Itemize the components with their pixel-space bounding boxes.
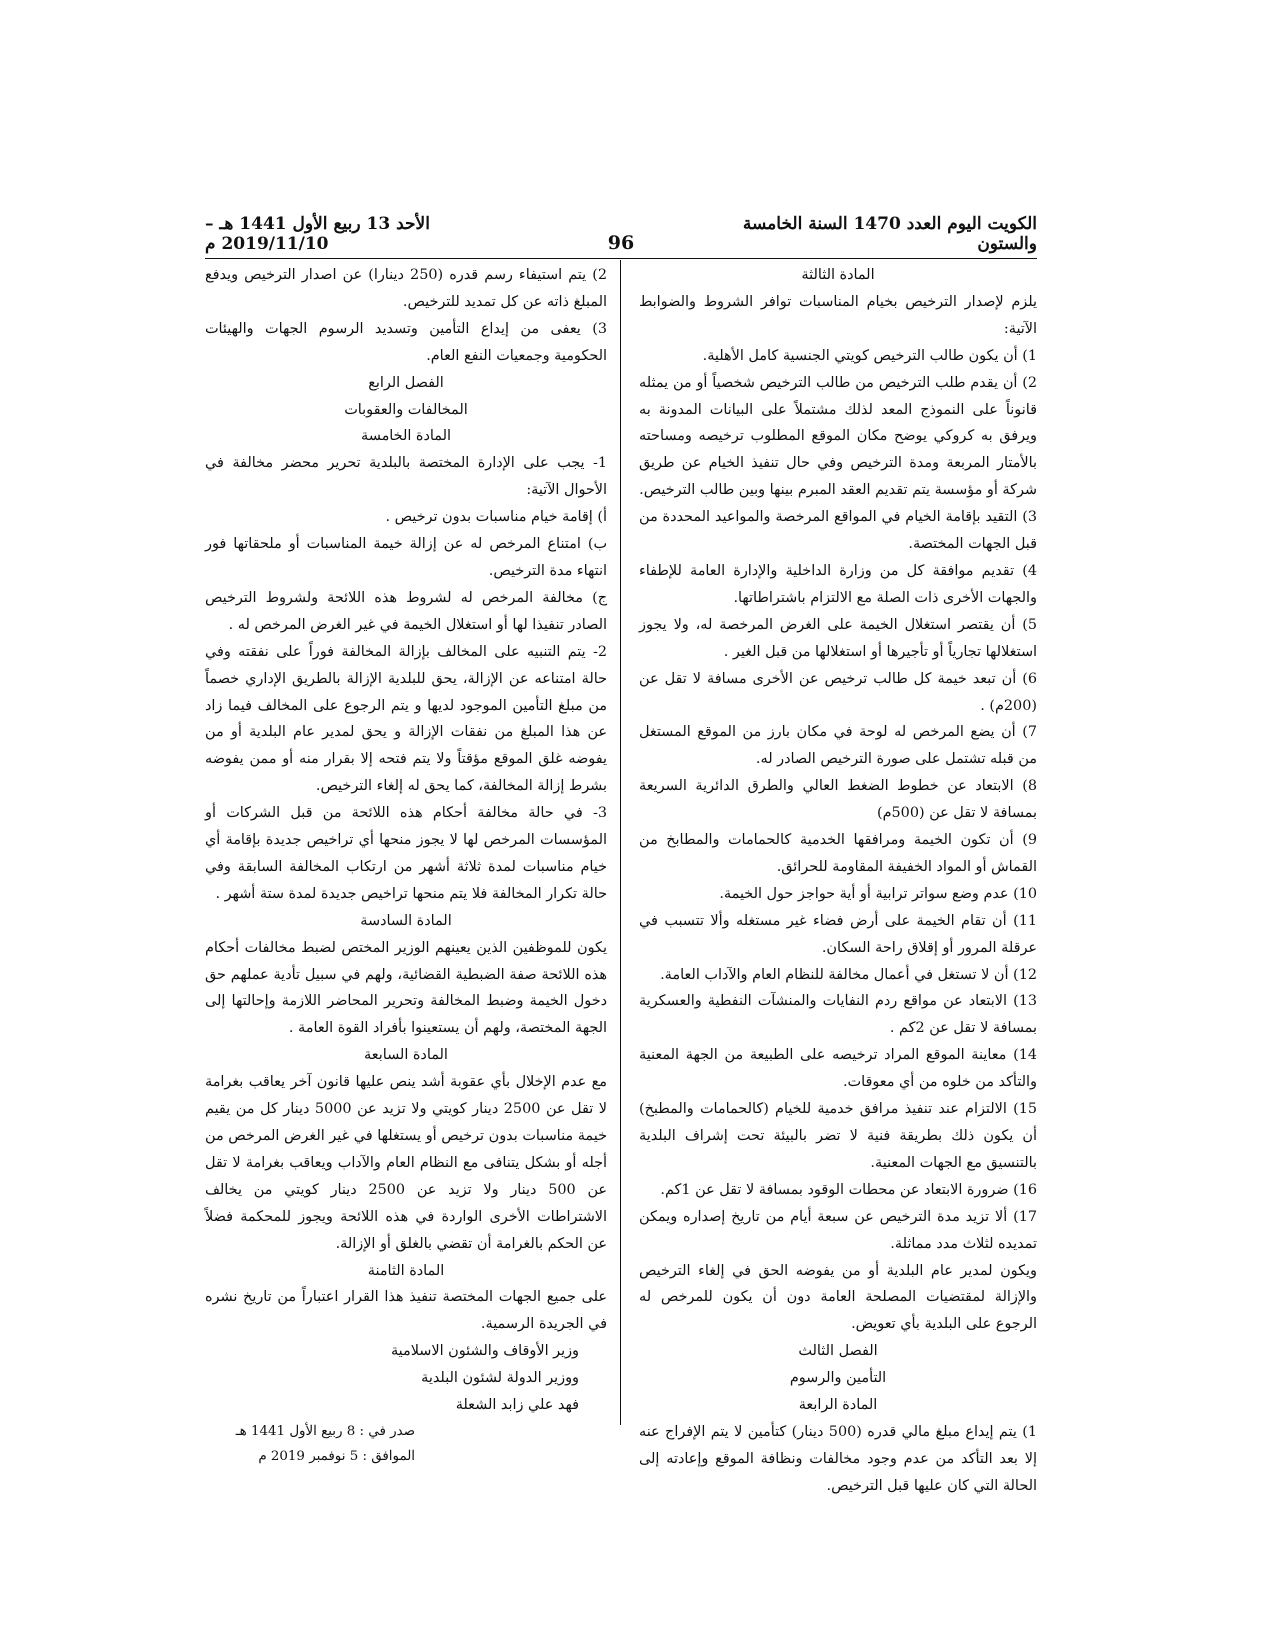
minister-name: فهد علي زابد الشعلة <box>455 1397 579 1414</box>
condition-8: 8) الابتعاد عن خطوط الضغط العالي والطرق الدائرية السريعة بمسافة لا تقل عن (500م) <box>639 778 1037 822</box>
condition-7: 7) أن يضع المرخص له لوحة في مكان بارز من الموقع المستغل من قبله تشتمل على صورة الترخيص الصادر له. <box>639 724 1037 768</box>
condition-9: 9) أن تكون الخيمة ومرافقها الخدمية كالحمامات والمطابخ من القماش أو المواد الخفيفة المقاومة للحرائق. <box>639 832 1037 875</box>
condition-2: 2) أن يقدم طلب الترخيص من طالب الترخيص شخصياً أو من يمثله قانوناً على النموذج المعد لذلك مشتملاً على البيانات المدونة به ويرفق به كروكي يوضح مكان الموقع المطلوب ترخيصه ومساحته بالأمتار المربعة ومدة الترخيص وفي حال تنفيذ الخيام عن طريق شركة أو مؤسسة يتم تقديم العقد المبرم بينها وبين طالب الترخيص. <box>639 374 1037 499</box>
article-5-item-a: أ) إقامة خيام مناسبات بدون ترخيص . <box>385 509 607 526</box>
condition-6: 6) أن تبعد خيمة كل طالب ترخيص عن الأخرى مسافة لا تقل عن (200م) . <box>639 670 1037 714</box>
page-number: 96 <box>607 232 635 254</box>
article-5-item-b: ب) امتناع المرخص له عن إزالة خيمة المناسبات أو ملحقاتها فور انتهاء مدة الترخيص. <box>205 536 607 579</box>
article-7-heading: المادة السابعة <box>364 1047 448 1064</box>
condition-16: 16) ضرورة الابتعاد عن محطات الوقود بمسافة لا تقل عن 1كم. <box>660 1181 1037 1198</box>
article-5-heading: المادة الخامسة <box>361 428 451 445</box>
article-6-text: يكون للموظفين الذين يعينهم الوزير المختص لضبط مخالفات أحكام هذه اللائحة صفة الضبطية القضائية، ولهم في سبيل تأدية عملهم حق دخول الخيمة وضبط المخالفة وتحرير المحاضر اللازمة وإحالتها إلى الجهة المختصة، ولهم أن يستعينوا بأفراد القوة العامة . <box>205 939 607 1037</box>
condition-14: 14) معاينة الموقع المراد ترخيصه على الطبيعة من الجهة المعنية والتأكد من خلوه من أي معوقات. <box>639 1047 1037 1091</box>
left-column <box>205 262 607 1469</box>
condition-17: 17) ألا تزيد مدة الترخيص عن سبعة أيام من تاريخ إصداره ويمكن تمديده لثلاث مدد مماثلة. <box>639 1208 1037 1252</box>
article-3-heading: المادة الثالثة <box>801 267 875 283</box>
chapter-4-heading: الفصل الرابع <box>368 374 444 391</box>
article-8-text: على جميع الجهات المختصة تنفيذ هذا القرار اعتباراً من تاريخ نشره في الجريدة الرسمية. <box>205 1289 607 1333</box>
header-issue: الكويت اليوم العدد 1470 السنة الخامسة والستون <box>742 214 1037 254</box>
article-3-intro: يلزم لإصدار الترخيص بخيام المناسبات توافر الشروط والضوابط الآتية: <box>639 293 1037 337</box>
header-date: الأحد 13 ربيع الأول 1441 هـ – 2019/11/10 م <box>205 214 430 254</box>
condition-4: 4) تقديم موافقة كل من وزارة الداخلية والإدارة العامة للإطفاء والجهات الأخرى ذات الصلة مع الالتزام باشتراطاتها. <box>639 562 1037 606</box>
condition-15: 15) الالتزام عند تنفيذ مرافق خدمية للخيام (كالحمامات والمطبخ) أن يكون ذلك بطريقة فنية لا تضر بالبيئة تحت إشراف البلدية بالتنسيق مع الجهات المعنية. <box>639 1101 1037 1171</box>
condition-3: 3) التقيد بإقامة الخيام في المواقع المرخصة والمواعيد المحددة من قبل الجهات المختصة. <box>639 509 1037 553</box>
article-5-item-c: ج) مخالفة المرخص له لشروط هذه اللائحة ولشروط الترخيص الصادر تنفيذا لها أو استغلال الخيمة في غير الغرض المرخص له . <box>205 589 607 633</box>
issued-date-hijri: صدر في : 8 ربيع الأول 1441 هـ <box>235 1423 415 1439</box>
condition-5: 5) أن يقتصر استغلال الخيمة على الغرض المرخصة له، ولا يجوز استغلالها تجارياً أو تأجيرها أو استغلالها من قبل الغير . <box>639 616 1037 660</box>
article-6-heading: المادة السادسة <box>360 912 452 929</box>
column-divider <box>620 260 621 1425</box>
article-4-item-1: 1) يتم إيداع مبلغ مالي قدره (500 دينار) كتأمين لا يتم الإفراج عنه إلا بعد التأكد من عدم وجود مخالفات ونظافة الموقع وإعادته إلى الحالة التي كان عليها قبل الترخيص. <box>639 1423 1037 1494</box>
article-4-heading: المادة الرابعة <box>798 1397 878 1414</box>
article-5-item-2: 2- يتم التنبيه على المخالف بإزالة المخالفة فوراً على نفقته وفي حالة امتناعه عن الإزالة، يحق للبلدية الإزالة بالطريق الإداري خصماً من مبلغ التأمين الموجود لديها و يتم الرجوع على المخالف فيما زاد عن هذا المبلغ من نفقات الإزالة و يحق لمدير عام البلدية أو من يفوضه غلق الموقع مؤقتاً ولا يتم فتحه إلا بقرار منه أو ممن يفوضه بشرط إزالة المخالفة، كما يحق له إلغاء الترخيص. <box>205 643 607 795</box>
condition-1: 1) أن يكون طالب الترخيص كويتي الجنسية كامل الأهلية. <box>702 347 1037 364</box>
condition-12: 12) أن لا تستغل في أعمال مخالفة للنظام العام والآداب العامة. <box>660 966 1037 983</box>
article-5-item-3: 3- في حالة مخالفة أحكام هذه اللائحة من قبل الشركات أو المؤسسات المرخص لها لا يجوز منحها أي تراخيص جديدة بإقامة أي خيام مناسبات لمدة ثلاثة أشهر من ارتكاب المخالفة السابقة وفي حالة تكرار المخالفة فلا يتم منحها تراخيص جديدة لمدة ستة أشهر . <box>205 805 607 902</box>
page-header <box>205 214 1037 254</box>
right-column <box>639 262 1037 1500</box>
article-8-heading: المادة الثامنة <box>367 1262 445 1279</box>
minister-title-2: ووزير الدولة لشئون البلدية <box>421 1370 579 1387</box>
article-4-item-3: 3) يعفى من إيداع التأمين وتسديد الرسوم الجهات والهيئات الحكومية وجمعيات النفع العام. <box>205 320 607 364</box>
condition-11: 11) أن تقام الخيمة على أرض فضاء غير مستغله وألا تتسبب في عرقلة المرور أو إقلاق راحة السكان. <box>639 912 1037 956</box>
cancellation-clause: ويكون لمدير عام البلدية أو من يفوضه الحق في إلغاء الترخيص والإزالة لمقتضيات المصلحة العامة دون أن يكون للمرخص له الرجوع على البلدية بأي تعويض. <box>639 1262 1037 1333</box>
chapter-4-title: المخالفات والعقوبات <box>344 401 468 418</box>
chapter-3-heading: الفصل الثالث <box>798 1343 878 1360</box>
chapter-3-title: التأمين والرسوم <box>789 1370 887 1387</box>
condition-13: 13) الابتعاد عن مواقع ردم النفايات والمنشآت النفطية والعسكرية بمسافة لا تقل عن 2كم . <box>639 993 1037 1037</box>
condition-10: 10) عدم وضع سواتر ترابية أو أية حواجز حول الخيمة. <box>719 885 1037 902</box>
header-rule <box>205 258 1037 259</box>
article-5-item-1: 1- يجب على الإدارة المختصة بالبلدية تحرير محضر مخالفة في الأحوال الآتية: <box>205 455 607 499</box>
minister-title-1: وزير الأوقاف والشئون الاسلامية <box>390 1343 579 1360</box>
issued-date-gregorian: الموافق : 5 نوفمبر 2019 م <box>258 1448 415 1464</box>
article-4-item-2: 2) يتم استيفاء رسم قدره (250 دينارا) عن اصدار الترخيص ويدفع المبلغ ذاته عن كل تمديد للترخيص. <box>205 267 607 310</box>
article-7-text: مع عدم الإخلال بأي عقوبة أشد ينص عليها قانون آخر يعاقب بغرامة لا تقل عن 2500 دينار كويتي ولا تزيد عن 5000 دينار كل من يقيم خيمة مناسبات بدون ترخيص أو يستغلها في غير الغرض المرخص من أجله أو بشكل يتنافى مع النظام العام والآداب ويعاقب بغرامة لا تقل عن 500 دينار ولا تزيد عن 2500 دينار كويتي من يخالف الاشتراطات الأخرى الواردة في هذه اللائحة ويجوز للمحكمة فضلاً عن الحكم بالغرامة أن تقضي بالغلق أو الإزالة. <box>205 1074 607 1252</box>
